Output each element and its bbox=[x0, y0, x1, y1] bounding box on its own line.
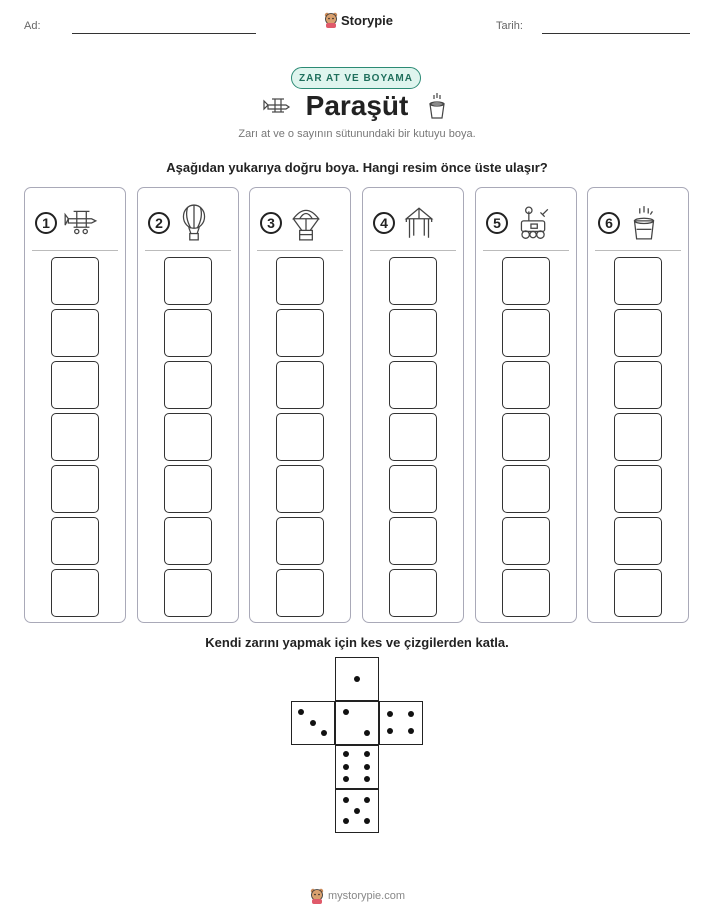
column-5 bbox=[475, 187, 577, 623]
column-header bbox=[260, 204, 324, 242]
color-box[interactable] bbox=[389, 465, 437, 513]
color-box[interactable] bbox=[51, 465, 99, 513]
column-number: 2 bbox=[148, 212, 170, 234]
bear-icon bbox=[324, 12, 338, 28]
color-box[interactable] bbox=[389, 257, 437, 305]
die-face bbox=[335, 745, 379, 789]
column-header bbox=[598, 204, 662, 242]
column-2 bbox=[137, 187, 239, 623]
color-box[interactable] bbox=[164, 413, 212, 461]
bucket-icon bbox=[626, 204, 662, 242]
die-pip bbox=[310, 720, 316, 726]
column-number: 5 bbox=[486, 212, 508, 234]
die-pip bbox=[298, 709, 304, 715]
divider bbox=[32, 250, 118, 251]
die-pip bbox=[343, 709, 349, 715]
page-subtitle: Zarı at ve o sayının sütunundaki bir kutuyu boya. bbox=[238, 128, 476, 140]
color-box[interactable] bbox=[614, 465, 662, 513]
die-pip bbox=[321, 730, 327, 736]
column-number: 1 bbox=[35, 212, 57, 234]
biplane-icon bbox=[63, 204, 99, 242]
page-title: Paraşüt bbox=[305, 90, 409, 121]
die-pip bbox=[364, 797, 370, 803]
die-pip bbox=[343, 764, 349, 770]
color-box[interactable] bbox=[389, 309, 437, 357]
die-pip bbox=[343, 776, 349, 782]
column-6 bbox=[587, 187, 689, 623]
color-box[interactable] bbox=[502, 413, 550, 461]
color-box[interactable] bbox=[276, 361, 324, 409]
color-box[interactable] bbox=[502, 569, 550, 617]
column-number: 6 bbox=[598, 212, 620, 234]
color-box[interactable] bbox=[614, 517, 662, 565]
color-box[interactable] bbox=[614, 309, 662, 357]
die-pip bbox=[364, 764, 370, 770]
color-box[interactable] bbox=[614, 569, 662, 617]
color-box[interactable] bbox=[389, 517, 437, 565]
brand-name: Storypie bbox=[341, 12, 394, 28]
bucket-icon bbox=[426, 92, 448, 120]
column-header bbox=[373, 204, 437, 242]
color-box[interactable] bbox=[164, 257, 212, 305]
die-pip bbox=[408, 728, 414, 734]
die-pip bbox=[387, 728, 393, 734]
footer bbox=[310, 888, 405, 904]
die-pip bbox=[387, 711, 393, 717]
color-box[interactable] bbox=[51, 569, 99, 617]
die-pip bbox=[354, 676, 360, 682]
die-face bbox=[379, 701, 423, 745]
die-face bbox=[335, 657, 379, 701]
date-label: Tarih: bbox=[496, 20, 523, 32]
column-number: 4 bbox=[373, 212, 395, 234]
die-pip bbox=[364, 776, 370, 782]
die-pip bbox=[408, 711, 414, 717]
die-pip bbox=[364, 730, 370, 736]
brand-logo bbox=[324, 12, 393, 28]
color-box[interactable] bbox=[502, 257, 550, 305]
color-box[interactable] bbox=[51, 257, 99, 305]
die-pip bbox=[343, 751, 349, 757]
color-box[interactable] bbox=[276, 309, 324, 357]
color-box[interactable] bbox=[276, 465, 324, 513]
color-box[interactable] bbox=[164, 569, 212, 617]
bear-icon bbox=[310, 888, 324, 904]
parachute-icon bbox=[288, 204, 324, 242]
color-box[interactable] bbox=[389, 569, 437, 617]
column-3 bbox=[249, 187, 351, 623]
color-box[interactable] bbox=[502, 361, 550, 409]
color-box[interactable] bbox=[389, 413, 437, 461]
color-box[interactable] bbox=[51, 361, 99, 409]
name-line[interactable] bbox=[72, 33, 256, 34]
die-face bbox=[335, 789, 379, 833]
column-1 bbox=[24, 187, 126, 623]
die-face bbox=[291, 701, 335, 745]
instruction-text: Aşağıdan yukarıya doğru boya. Hangi resim önce üste ulaşır? bbox=[166, 160, 548, 175]
color-box[interactable] bbox=[614, 257, 662, 305]
die-pip bbox=[364, 818, 370, 824]
divider bbox=[483, 250, 569, 251]
tent-icon bbox=[401, 204, 437, 242]
color-box[interactable] bbox=[51, 309, 99, 357]
color-box[interactable] bbox=[164, 309, 212, 357]
footer-url: mystorypie.com bbox=[328, 890, 406, 902]
die-face bbox=[335, 701, 379, 745]
color-box[interactable] bbox=[276, 257, 324, 305]
color-box[interactable] bbox=[276, 413, 324, 461]
die-pip bbox=[343, 797, 349, 803]
divider bbox=[145, 250, 231, 251]
die-pip bbox=[364, 751, 370, 757]
color-box[interactable] bbox=[502, 517, 550, 565]
rover-icon bbox=[514, 204, 550, 242]
color-box[interactable] bbox=[502, 465, 550, 513]
color-box[interactable] bbox=[389, 361, 437, 409]
die-pip bbox=[343, 818, 349, 824]
color-box[interactable] bbox=[51, 517, 99, 565]
divider bbox=[257, 250, 343, 251]
column-number: 3 bbox=[260, 212, 282, 234]
column-header bbox=[148, 204, 212, 242]
color-box[interactable] bbox=[276, 517, 324, 565]
column-header bbox=[486, 204, 550, 242]
name-label: Ad: bbox=[24, 20, 41, 32]
color-box[interactable] bbox=[276, 569, 324, 617]
color-box[interactable] bbox=[164, 361, 212, 409]
color-box[interactable] bbox=[51, 413, 99, 461]
color-box[interactable] bbox=[164, 465, 212, 513]
color-box[interactable] bbox=[614, 361, 662, 409]
color-box[interactable] bbox=[614, 413, 662, 461]
activity-badge: ZAR AT VE BOYAMA bbox=[291, 67, 421, 89]
column-4 bbox=[362, 187, 464, 623]
column-header bbox=[35, 204, 99, 242]
hot-air-balloon-icon bbox=[176, 204, 212, 242]
divider bbox=[370, 250, 456, 251]
dice-section-title: Kendi zarını yapmak için kes ve çizgilerden katla. bbox=[205, 635, 509, 650]
date-line[interactable] bbox=[542, 33, 690, 34]
die-pip bbox=[354, 808, 360, 814]
color-box[interactable] bbox=[502, 309, 550, 357]
divider bbox=[595, 250, 681, 251]
color-box[interactable] bbox=[164, 517, 212, 565]
